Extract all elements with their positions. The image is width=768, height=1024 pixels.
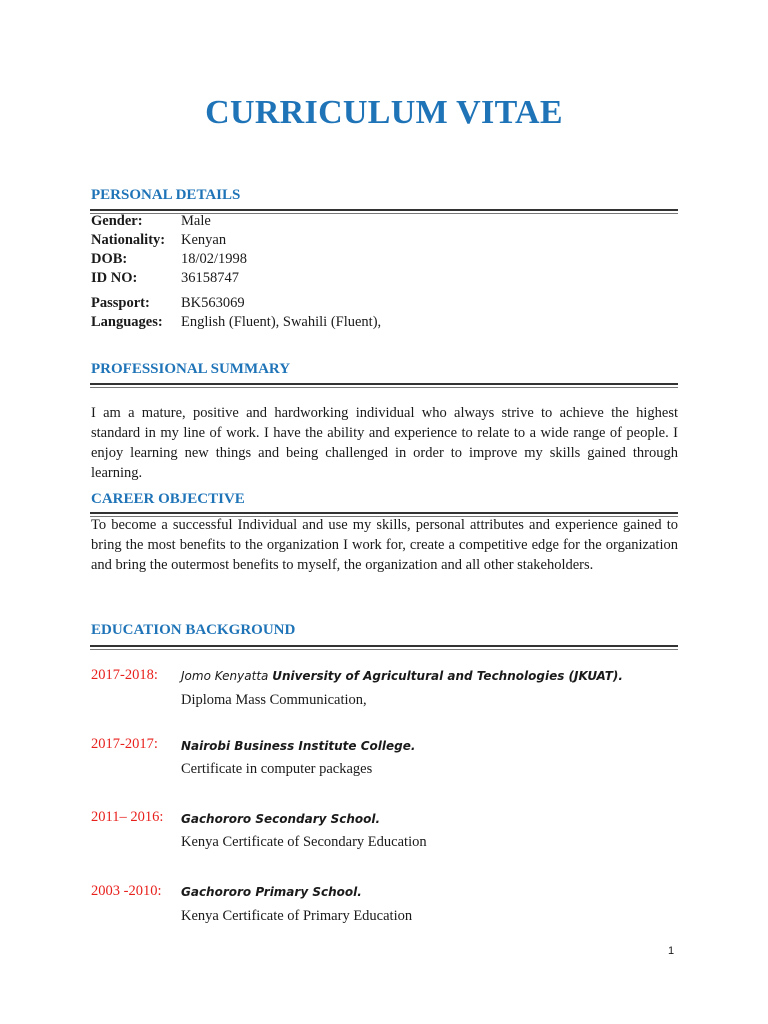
education-institution-name: Gachororo Secondary School. [181, 812, 381, 826]
education-institution-name: Gachororo Primary School. [181, 885, 362, 899]
education-institution [181, 739, 415, 753]
detail-value: Male [181, 213, 211, 229]
education-qualification: Kenya Certificate of Primary Education [181, 908, 413, 924]
education-years: 2003 -2010: [91, 883, 162, 899]
detail-label: ID NO: [91, 270, 138, 286]
section-divider [90, 512, 678, 514]
section-divider [90, 383, 678, 385]
education-qualification: Diploma Mass Communication, [181, 692, 367, 708]
education-institution-prefix: Jomo Kenyatta [181, 669, 273, 683]
detail-label: DOB: [91, 251, 128, 267]
education-institution [181, 885, 362, 899]
education-years: 2011– 2016: [91, 809, 164, 825]
professional-summary-heading: PROFESSIONAL SUMMARY [91, 361, 291, 377]
detail-value: English (Fluent), Swahili (Fluent), [181, 314, 382, 330]
education-qualification: Kenya Certificate of Secondary Education [181, 834, 427, 850]
education-years: 2017-2017: [91, 736, 158, 752]
detail-value: 36158747 [181, 270, 239, 286]
page-number: 1 [668, 945, 675, 957]
detail-label: Gender: [91, 213, 143, 229]
education-years: 2017-2018: [91, 667, 158, 683]
education-qualification: Certificate in computer packages [181, 761, 373, 777]
education-institution-name: Nairobi Business Institute College. [181, 739, 416, 753]
detail-label: Languages: [91, 314, 163, 330]
detail-value: Kenyan [181, 232, 227, 248]
personal-details-heading: PERSONAL DETAILS [91, 187, 241, 203]
section-divider [90, 645, 678, 647]
education-institution [181, 812, 380, 826]
section-divider [90, 209, 678, 211]
detail-label: Nationality: [91, 232, 166, 248]
education-heading: EDUCATION BACKGROUND [91, 622, 296, 638]
education-institution [181, 669, 623, 683]
career-objective-heading: CAREER OBJECTIVE [91, 491, 245, 507]
detail-label: Passport: [91, 295, 150, 311]
career-objective-text: To become a successful Individual and use my skills, personal attributes and experience gained to bring the most benefits to the organization I work for, create a competitive edge for the organization and bring the outermost benefits to myself, the organization and all other stakeholders. [91, 517, 678, 573]
professional-summary-text: I am a mature, positive and hardworking individual who always strive to achieve the highest standard in my line of work. I have the ability and experience to relate to a wide range of people. I enjoy learning new things and being challenged in order to improve my skills gained through learning. [91, 405, 678, 481]
detail-value: BK563069 [181, 295, 245, 311]
page-title: CURRICULUM VITAE [205, 94, 563, 131]
detail-value: 18/02/1998 [181, 251, 248, 267]
education-institution-name: University of Agricultural and Technologies (JKUAT). [272, 669, 623, 683]
